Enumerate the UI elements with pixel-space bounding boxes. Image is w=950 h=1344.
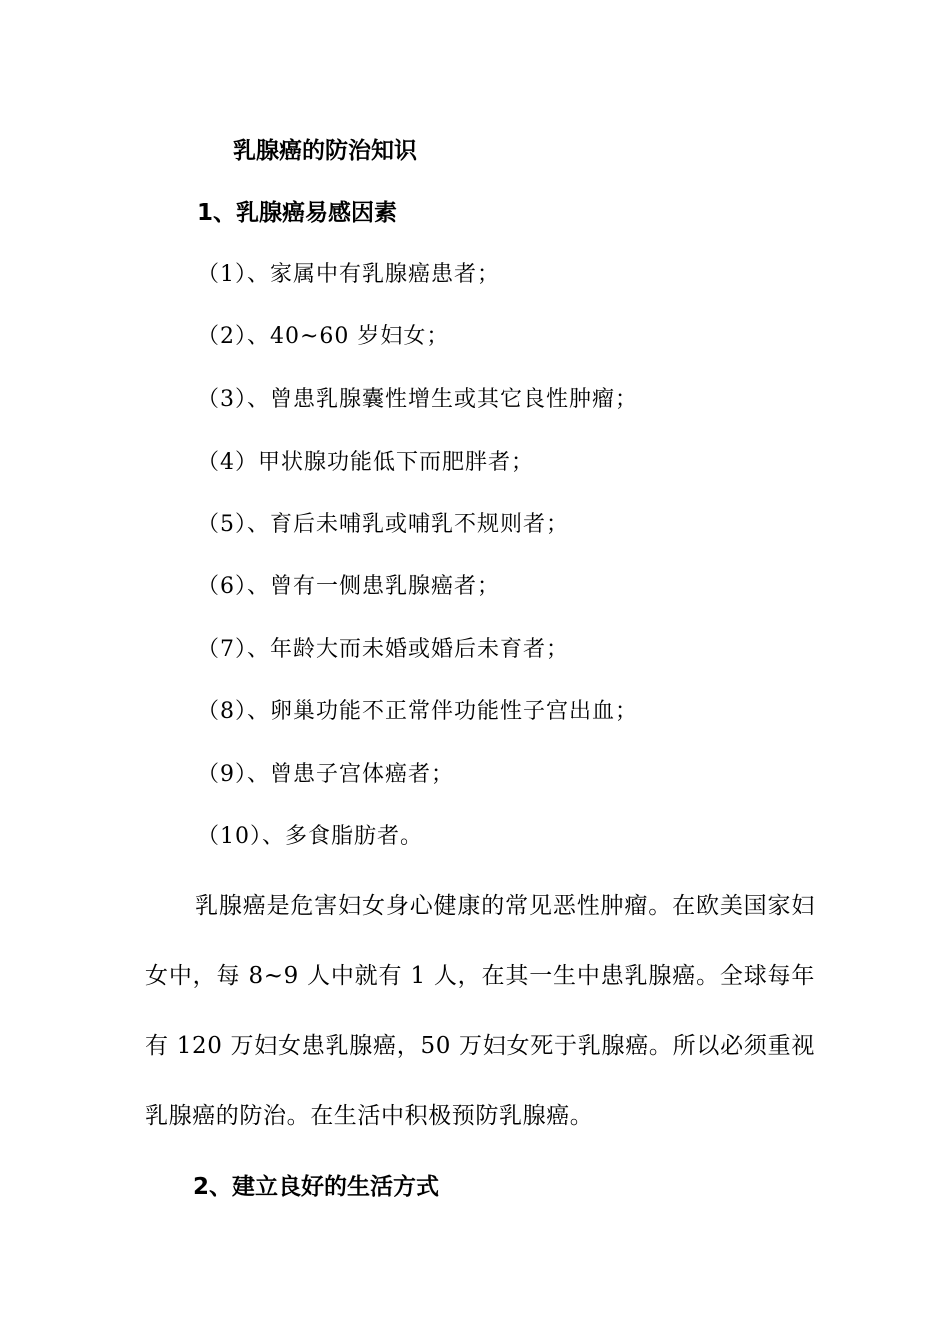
risk-factor-item: （7）、年龄大而未婚或婚后未育者； bbox=[197, 637, 569, 662]
risk-factor-item: （5）、育后未哺乳或哺乳不规则者； bbox=[197, 512, 569, 537]
risk-factor-item: （3）、曾患乳腺囊性增生或其它良性肿瘤； bbox=[197, 387, 638, 412]
risk-factor-item: （4）甲状腺功能低下而肥胖者； bbox=[197, 450, 534, 475]
risk-factor-item: （10）、多食脂肪者。 bbox=[197, 824, 423, 849]
risk-factor-item: （2）、40~60 岁妇女； bbox=[197, 324, 450, 349]
risk-factor-item: （9）、曾患子宫体癌者； bbox=[197, 762, 454, 787]
document-title: 乳腺癌的防治知识 bbox=[233, 138, 417, 164]
risk-factor-item: （1）、家属中有乳腺癌患者； bbox=[197, 262, 500, 287]
intro-paragraph: 乳腺癌是危害妇女身心健康的常见恶性肿瘤。在欧美国家妇女中，每 8~9 人中就有 1 人，在其一生中患乳腺癌。全球每年有 120 万妇女患乳腺癌，50 万妇女死于乳腺癌。所以必须重视乳腺癌的防治。在生活中积极预防乳腺癌。 bbox=[145, 893, 815, 1129]
risk-factor-item: （6）、曾有一侧患乳腺癌者； bbox=[197, 574, 500, 599]
section-heading-lifestyle: 2、建立良好的生活方式 bbox=[193, 1174, 440, 1200]
section-heading-risk-factors: 1、乳腺癌易感因素 bbox=[197, 200, 398, 226]
risk-factor-item: （8）、卵巢功能不正常伴功能性子宫出血； bbox=[197, 699, 638, 724]
